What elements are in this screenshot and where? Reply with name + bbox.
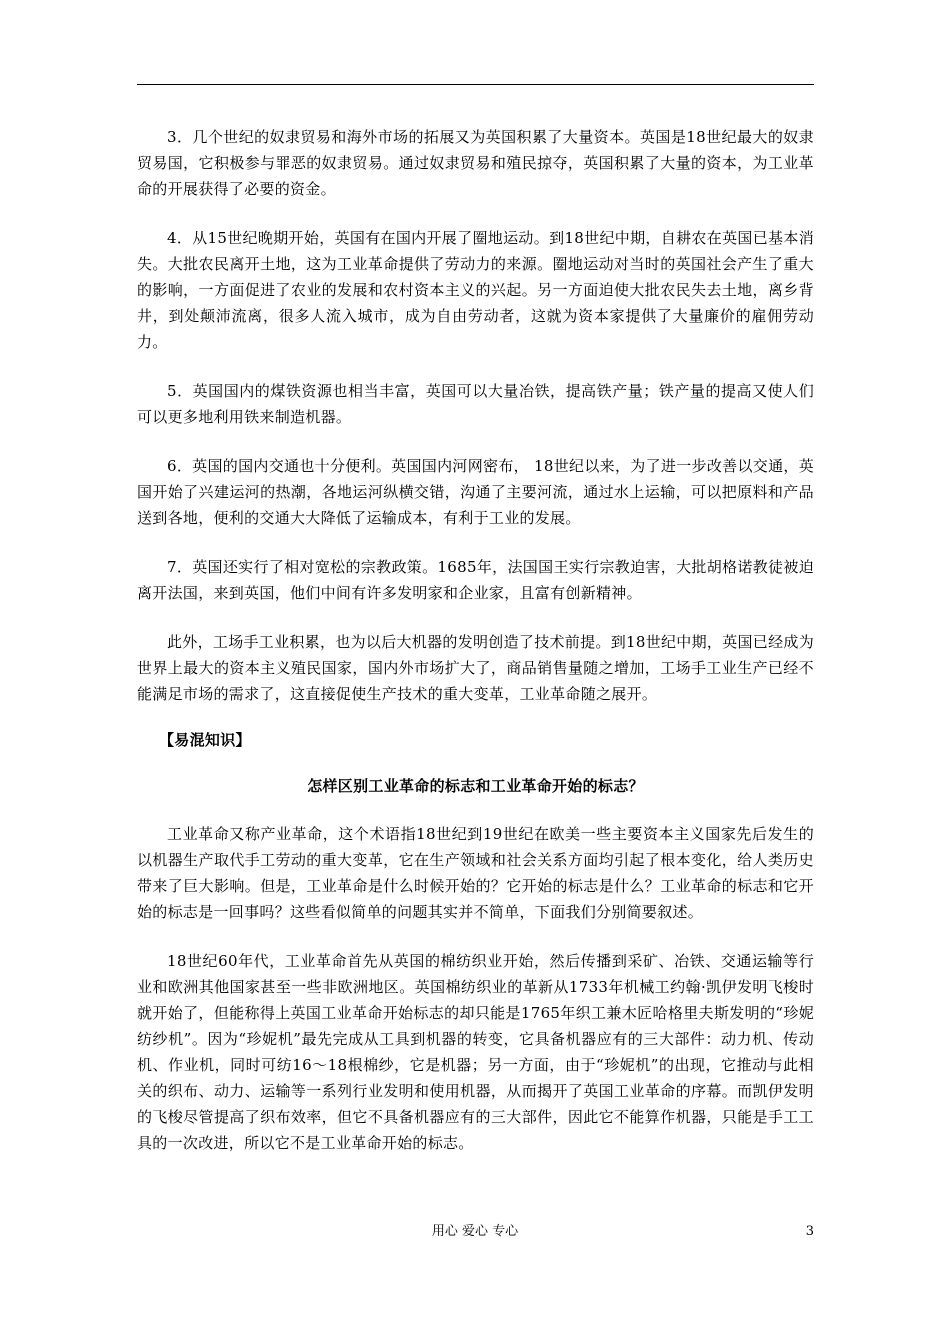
paragraph-transport: 6．英国的国内交通也十分便利。英国国内河网密布， 18世纪以来，为了进一步改善以交通，英国开始了兴建运河的热潮，各地运河纵横交错，沟通了主要河流，通过水上运输，可以把原料和产品送到各地，便利的交通大大降低了运输成本，有利于工业的发展。 — [137, 457, 814, 527]
footer-motto: 用心 爱心 专心 — [431, 1224, 519, 1239]
section-title: 怎样区别工业革命的标志和工业革命开始的标志？ — [307, 777, 644, 795]
paragraph-coal-iron: 5．英国国内的煤铁资源也相当丰富，英国可以大量冶铁，提高铁产量；铁产量的提高又使人们可以更多地利用铁来制造机器。 — [137, 382, 814, 426]
paragraph-slave-trade: 3．几个世纪的奴隶贸易和海外市场的拓展又为英国积累了大量资本。英国是18世纪最大的奴隶贸易国，它积极参与罪恶的奴隶贸易。通过奴隶贸易和殖民掠夺，英国积累了大量的资本，为工业革命的开展获得了必要的资金。 — [137, 128, 814, 198]
section-label: 【易混知识】 — [159, 731, 251, 749]
paragraph-definition: 工业革命又称产业革命，这个术语指18世纪到19世纪在欧美一些主要资本主义国家先后发生的以机器生产取代手工劳动的重大变革，它在生产领域和社会关系方面均引起了根本变化，给人类历史带来了巨大影响。但是，工业革命是什么时候开始的？它开始的标志是什么？工业革命的标志和它开始的标志是一回事吗？这些看似简单的问题其实并不简单，下面我们分别简要叙述。 — [137, 825, 814, 921]
page-number: 3 — [805, 1224, 814, 1239]
paragraph-cotton-industry: 18世纪60年代，工业革命首先从英国的棉纺织业开始，然后传播到采矿、冶铁、交通运输等行业和欧洲其他国家甚至一些非欧洲地区。英国棉纺织业的革新从1733年机械工约翰·凯伊发明飞梭时就开始了，但能称得上英国工业革命开始标志的却只能是1765年织工兼木匠哈格里夫斯发明的“珍妮纺纱机”。因为“珍妮机”最先完成从工具到机器的转变，它具备机器应有的三大部件：动力机、传动机、作业机，同时可纺16～18根棉纱，它是机器；另一方面，由于“珍妮机”的出现，它推动与此相关的织布、动力、运输等一系列行业发明和使用机器，从而揭开了英国工业革命的序幕。而凯伊发明的飞梭尽管提高了织布效率，但它不具备机器应有的三大部件，因此它不能算作机器，只能是手工工具的一次改进，所以它不是工业革命开始的标志。 — [137, 952, 814, 1152]
document-body — [137, 124, 814, 1156]
paragraph-religion: 7．英国还实行了相对宽松的宗教政策。1685年，法国国王实行宗教迫害，大批胡格诺教徒被迫离开法国，来到英国，他们中间有许多发明家和企业家，且富有创新精神。 — [137, 558, 814, 602]
paragraph-handicraft: 此外，工场手工业积累，也为以后大机器的发明创造了技术前提。到18世纪中期，英国已经成为世界上最大的资本主义殖民国家，国内外市场扩大了，商品销售量随之增加，工场手工业生产已经不能满足市场的需求了，这直接促使生产技术的重大变革，工业革命随之展开。 — [137, 633, 814, 703]
paragraph-enclosure: 4．从15世纪晚期开始，英国有在国内开展了圈地运动。到18世纪中期，自耕农在英国已基本消失。大批农民离开土地，这为工业革命提供了劳动力的来源。圈地运动对当时的英国社会产生了重大的影响，一方面促进了农业的发展和农村资本主义的兴起。另一方面迫使大批农民失去土地，离乡背井，到处颠沛流离，很多人流入城市，成为自由劳动者，这就为资本家提供了大量廉价的雇佣劳动力。 — [137, 229, 814, 351]
header-rule — [137, 84, 814, 85]
